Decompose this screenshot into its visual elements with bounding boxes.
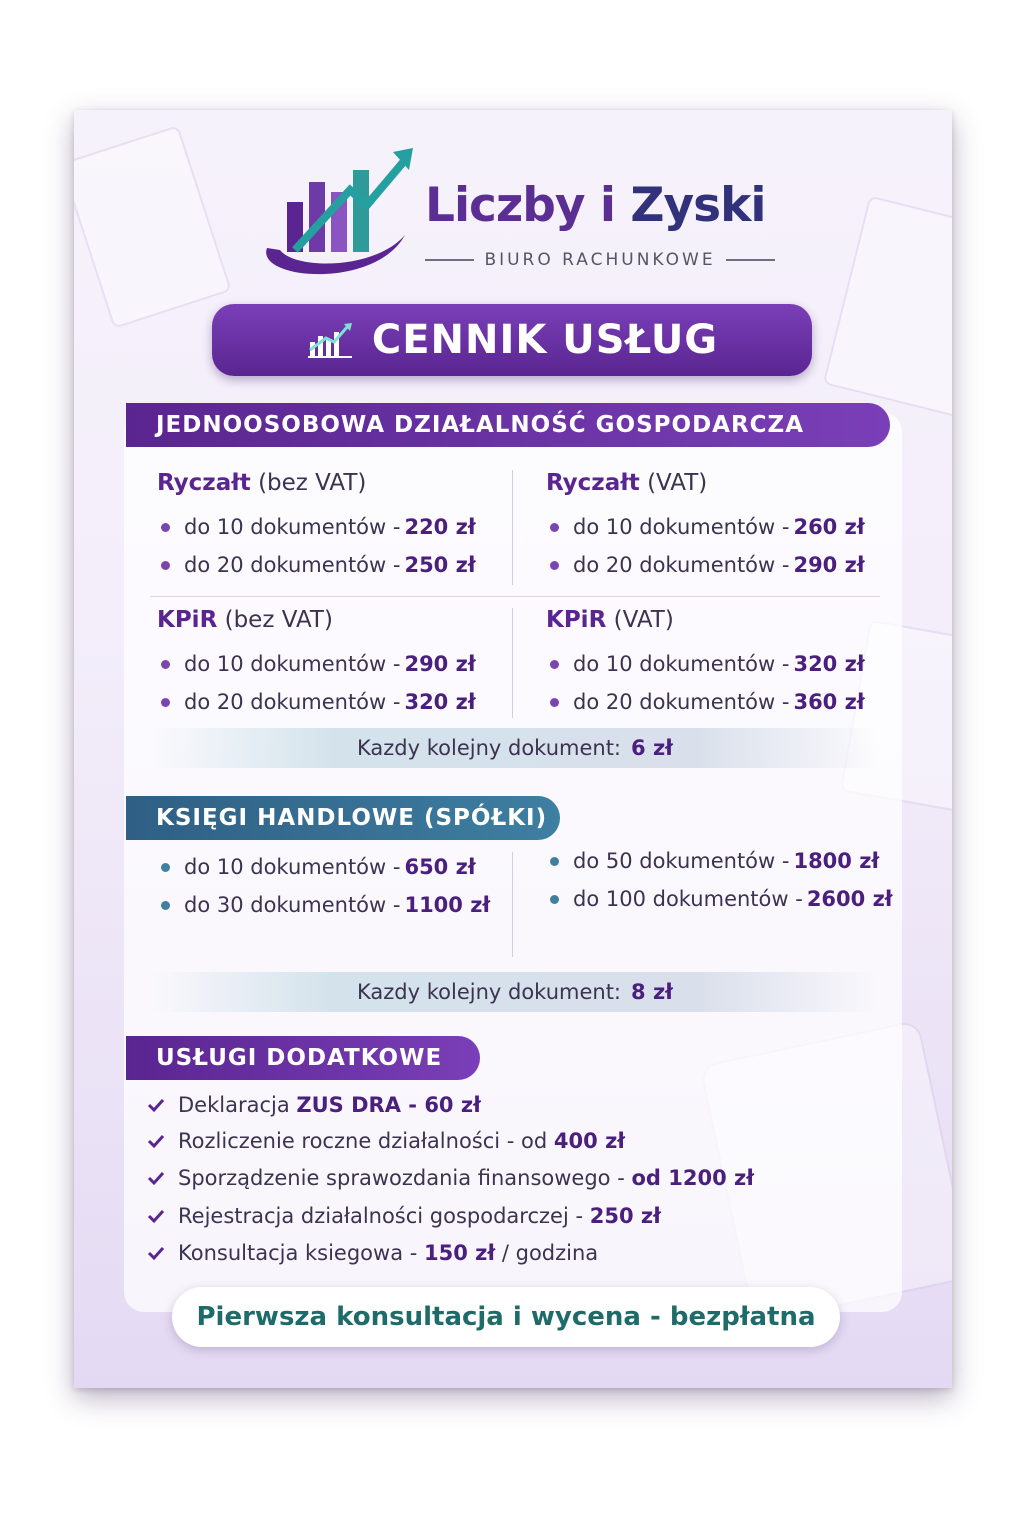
- price-block-ksiegi-left: [157, 848, 490, 924]
- bullet-icon: [550, 698, 559, 707]
- price-block-ryczalt-vat: [546, 470, 865, 584]
- price-value: 360 zł: [793, 690, 865, 714]
- price-value: 2600 zł: [806, 887, 893, 911]
- bullet-icon: [161, 561, 170, 570]
- price-label: do 20 dokumentów -: [184, 690, 401, 714]
- service-item: [146, 1235, 598, 1271]
- price-block-ksiegi-right: [546, 842, 893, 918]
- bullet-icon: [161, 523, 170, 532]
- price-row: [157, 848, 490, 886]
- service-price: od 1200 zł: [631, 1166, 755, 1190]
- price-row: [546, 508, 865, 546]
- service-price: ZUS DRA - 60 zł: [296, 1093, 481, 1117]
- check-icon: [146, 1131, 166, 1151]
- row-divider: [150, 596, 880, 597]
- service-text: Rozliczenie roczne działalności - od: [178, 1129, 548, 1153]
- price-value: 220 zł: [404, 515, 476, 539]
- service-price: 150 zł: [424, 1241, 496, 1265]
- block-qualifier: (VAT): [613, 607, 674, 633]
- price-label: do 20 dokumentów -: [573, 553, 790, 577]
- page-title: CENNIK USŁUG: [371, 317, 719, 363]
- service-item: [146, 1160, 754, 1196]
- price-row: [546, 842, 893, 880]
- note-label: Kazdy kolejny dokument:: [357, 736, 622, 760]
- price-label: do 10 dokumentów -: [573, 652, 790, 676]
- bullet-icon: [550, 857, 559, 866]
- section-header-label: KSIĘGI HANDLOWE (SPÓŁKI): [156, 805, 548, 831]
- section-header-ksiegi: [126, 796, 560, 840]
- note-price: 8 zł: [631, 980, 673, 1004]
- block-name: KPiR: [157, 607, 218, 633]
- price-row: [157, 886, 490, 924]
- note-price: 6 zł: [631, 736, 673, 760]
- brand-name-part1: Liczby i: [425, 178, 631, 233]
- title-banner: [212, 304, 812, 376]
- price-label: do 10 dokumentów -: [573, 515, 790, 539]
- price-label: do 50 dokumentów -: [573, 849, 790, 873]
- price-label: do 100 dokumentów -: [573, 887, 803, 911]
- service-item: [146, 1123, 625, 1159]
- service-text: Rejestracja działalności gospodarczej -: [178, 1204, 584, 1228]
- price-label: do 30 dokumentów -: [184, 893, 401, 917]
- bullet-icon: [550, 561, 559, 570]
- price-row: [157, 645, 476, 683]
- price-row: [546, 546, 865, 584]
- service-text: Konsultacja ksiegowa -: [178, 1241, 418, 1265]
- service-item: [146, 1198, 661, 1234]
- brand-name-part2: Zyski: [630, 178, 766, 233]
- price-value: 290 zł: [404, 652, 476, 676]
- bullet-icon: [161, 901, 170, 910]
- extra-document-note: [150, 972, 880, 1012]
- section-header-jdg: [126, 403, 890, 447]
- document-decoration: [74, 125, 232, 329]
- price-value: 650 zł: [404, 855, 476, 879]
- price-label: do 10 dokumentów -: [184, 855, 401, 879]
- service-price: 400 zł: [553, 1129, 626, 1153]
- service-item: [146, 1087, 481, 1123]
- section-header-label: USŁUGI DODATKOWE: [156, 1045, 443, 1071]
- block-name: KPiR: [546, 607, 607, 633]
- section-header-additional: [126, 1036, 480, 1080]
- price-value: 320 zł: [404, 690, 476, 714]
- block-qualifier: (VAT): [647, 470, 708, 496]
- price-block-kpir-bez-vat: [157, 607, 476, 721]
- bullet-icon: [550, 660, 559, 669]
- price-value: 290 zł: [793, 553, 865, 577]
- service-price: 250 zł: [589, 1204, 661, 1228]
- price-row: [157, 508, 476, 546]
- tagline: BIURO RACHUNKOWE: [484, 250, 716, 270]
- column-divider: [512, 470, 513, 585]
- bullet-icon: [161, 863, 170, 872]
- column-divider: [512, 608, 513, 718]
- service-suffix: / godzina: [501, 1241, 599, 1265]
- price-label: do 10 dokumentów -: [184, 652, 401, 676]
- price-row: [157, 683, 476, 721]
- check-icon: [146, 1095, 166, 1115]
- block-qualifier: (bez VAT): [258, 470, 367, 496]
- price-block-kpir-vat: [546, 607, 865, 721]
- column-divider: [512, 852, 513, 957]
- divider: [425, 259, 474, 261]
- price-value: 250 zł: [404, 553, 476, 577]
- logo-chart-icon: [255, 130, 425, 290]
- block-name: Ryczałt: [546, 470, 640, 496]
- brand-name: [425, 178, 765, 233]
- chart-icon: [306, 320, 356, 360]
- check-icon: [146, 1168, 166, 1188]
- document-decoration: [823, 195, 952, 418]
- bullet-icon: [550, 523, 559, 532]
- block-name: Ryczałt: [157, 470, 251, 496]
- section-header-label: JEDNOOSOBOWA DZIAŁALNOŚĆ GOSPODARCZA: [156, 412, 805, 438]
- price-label: do 20 dokumentów -: [184, 553, 401, 577]
- price-row: [546, 683, 865, 721]
- price-value: 1800 zł: [793, 849, 880, 873]
- check-icon: [146, 1243, 166, 1263]
- check-icon: [146, 1206, 166, 1226]
- bullet-icon: [550, 895, 559, 904]
- price-value: 260 zł: [793, 515, 865, 539]
- tagline-row: [425, 250, 775, 270]
- price-row: [546, 880, 893, 918]
- price-block-ryczalt-bez-vat: [157, 470, 476, 584]
- price-row: [157, 546, 476, 584]
- bullet-icon: [161, 660, 170, 669]
- service-text: Deklaracja: [178, 1093, 290, 1117]
- bullet-icon: [161, 698, 170, 707]
- divider: [726, 259, 775, 261]
- block-qualifier: (bez VAT): [224, 607, 333, 633]
- price-label: do 20 dokumentów -: [573, 690, 790, 714]
- price-value: 320 zł: [793, 652, 865, 676]
- free-consultation-banner: Pierwsza konsultacja i wycena - bezpłatna: [172, 1287, 840, 1347]
- price-row: [546, 645, 865, 683]
- note-label: Kazdy kolejny dokument:: [357, 980, 622, 1004]
- price-value: 1100 zł: [404, 893, 491, 917]
- price-label: do 10 dokumentów -: [184, 515, 401, 539]
- extra-document-note: [150, 728, 880, 768]
- service-text: Sporządzenie sprawozdania finansowego -: [178, 1166, 625, 1190]
